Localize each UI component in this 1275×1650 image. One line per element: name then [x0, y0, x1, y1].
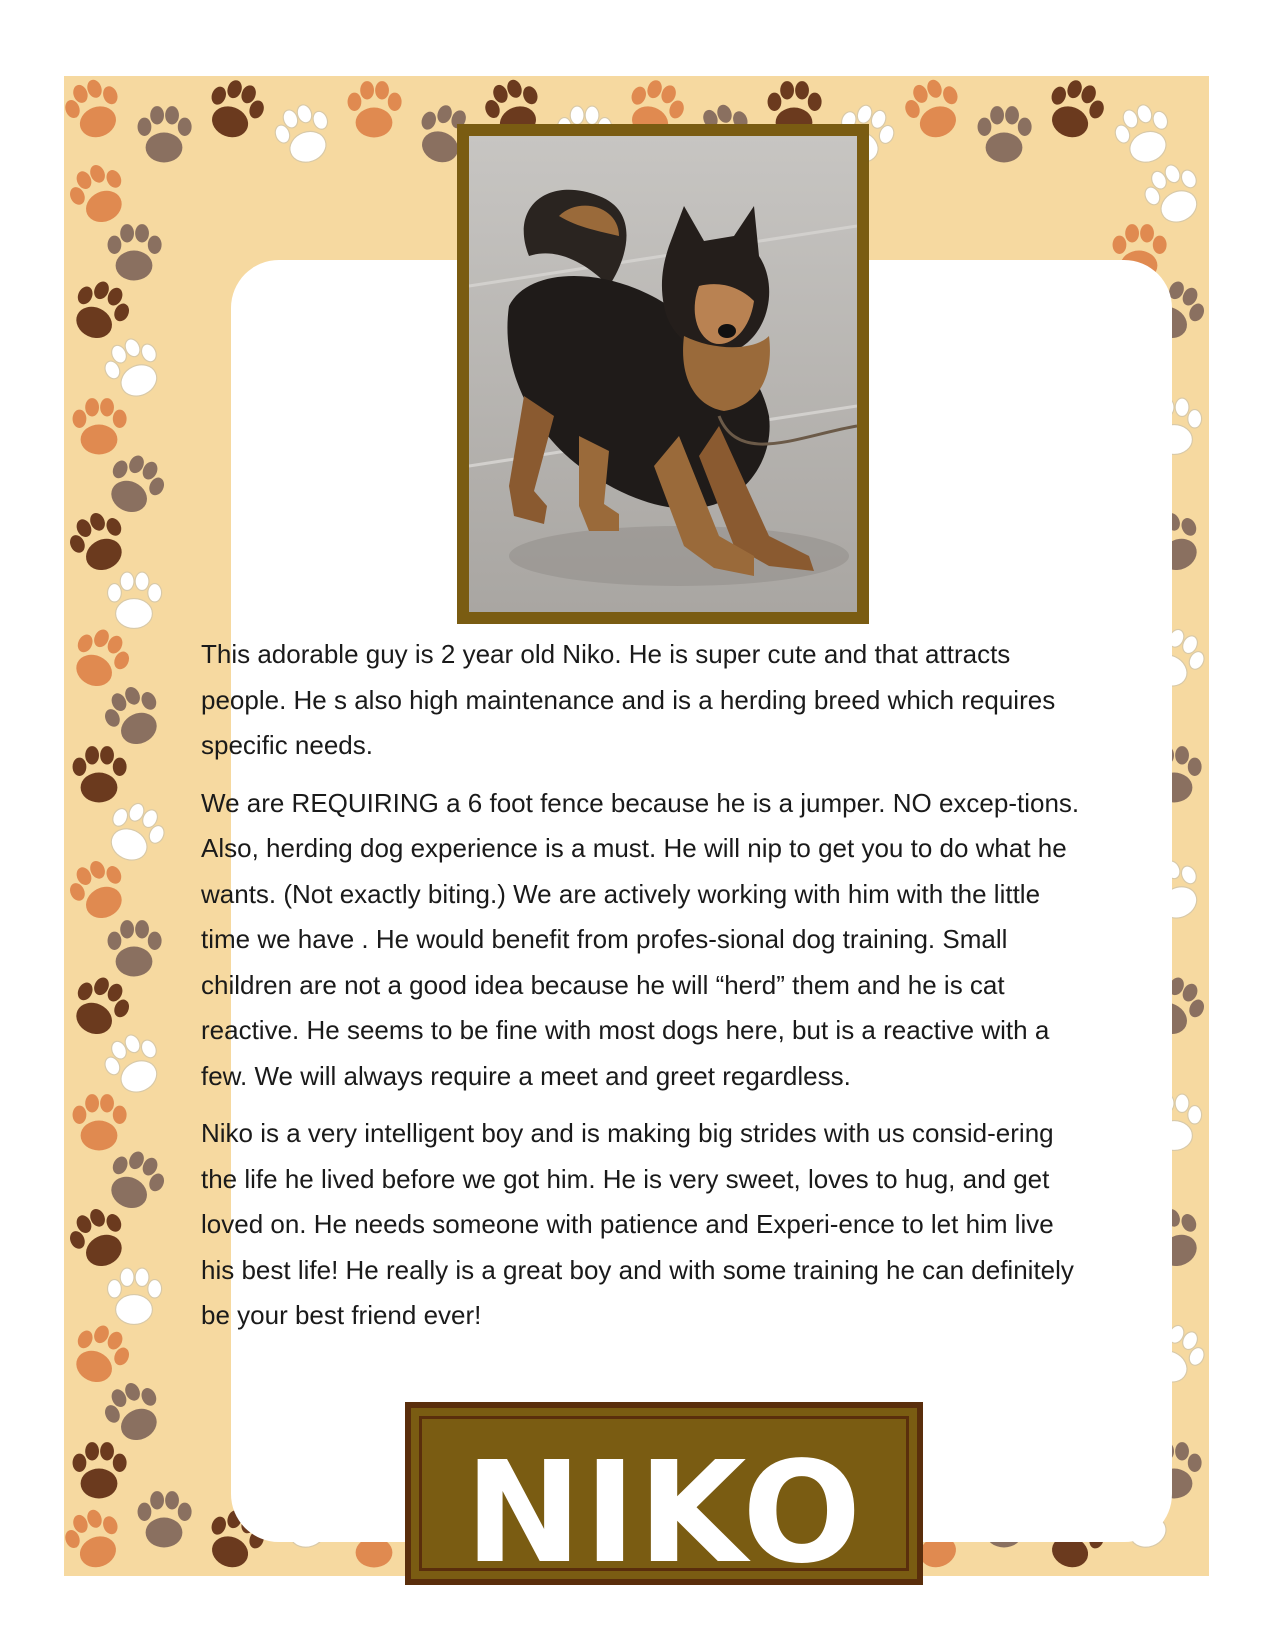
paragraph-personality: Niko is a very intelligent boy and is making big strides with us consid-ering the life he lived before we got him. He is very sweet, loves to hug, and get loved on. He needs someone with patience and Experi-ence to let him live his best life! He really is a great boy and with some training he can definitely be your best friend ever! [201, 1118, 1074, 1330]
dog-photo [469, 136, 857, 612]
paw-print-icon [64, 1201, 135, 1275]
paw-print-icon [138, 106, 192, 162]
adoption-description [201, 632, 1081, 1351]
paw-print-icon [99, 1144, 172, 1218]
paw-print-icon [64, 970, 137, 1044]
paw-print-icon [1109, 98, 1179, 169]
paw-print-icon [64, 1503, 129, 1574]
paw-print-icon [64, 622, 137, 696]
paw-print-icon [73, 398, 127, 454]
paragraph-requirements: We are REQUIRING a 6 foot fence because he is a jumper. NO excep-tions. Also, herding dog experience is a must. He will nip to get you to do what he wants. (Not exactly biting.) We are actively working with him with the little time we have . He would benefit from profes-sional dog training. Small children are not a good idea because he will “herd” them and he is cat reactive. He seems to be fine with most dogs here, but is a reactive with a few. We will always require a meet and greet regardless. [201, 787, 1080, 1091]
paw-print-icon [108, 1268, 162, 1324]
paw-print-icon [899, 76, 969, 145]
paw-print-icon [64, 505, 135, 579]
paw-print-icon [64, 76, 129, 145]
paragraph-intro: This adorable guy is 2 year old Niko. He is super cute and that attracts people. He s also high maintenance and is a herding breed which requires specific needs. [201, 639, 1056, 760]
paw-print-icon [99, 796, 172, 870]
paw-print-icon [97, 331, 170, 405]
paw-print-icon [108, 920, 162, 976]
paw-print-icon [64, 157, 135, 231]
paw-print-icon [99, 448, 172, 522]
paw-print-icon [348, 81, 402, 137]
name-plate [405, 1402, 923, 1595]
paw-print-icon [73, 1442, 127, 1498]
paw-print-icon [1040, 76, 1110, 145]
paw-print-icon [97, 1375, 170, 1449]
dog-name-title: NIKO [464, 1432, 864, 1595]
photo-frame [457, 124, 869, 624]
paw-print-icon [73, 746, 127, 802]
paw-print-icon [73, 1094, 127, 1150]
paw-print-icon [269, 98, 339, 169]
paw-print-icon [64, 853, 135, 927]
paw-print-icon [64, 1318, 137, 1392]
paw-print-icon [97, 679, 170, 753]
paw-print-icon [108, 572, 162, 628]
paw-print-icon [64, 274, 137, 348]
dog-illustration [469, 136, 857, 612]
name-plate-inner-border [419, 1416, 909, 1595]
paw-print-icon [1137, 157, 1209, 231]
paw-print-icon [97, 1027, 170, 1101]
paw-print-icon [978, 106, 1032, 162]
paw-print-icon [108, 224, 162, 280]
paw-print-icon [138, 1491, 192, 1547]
paw-print-icon [200, 76, 270, 145]
